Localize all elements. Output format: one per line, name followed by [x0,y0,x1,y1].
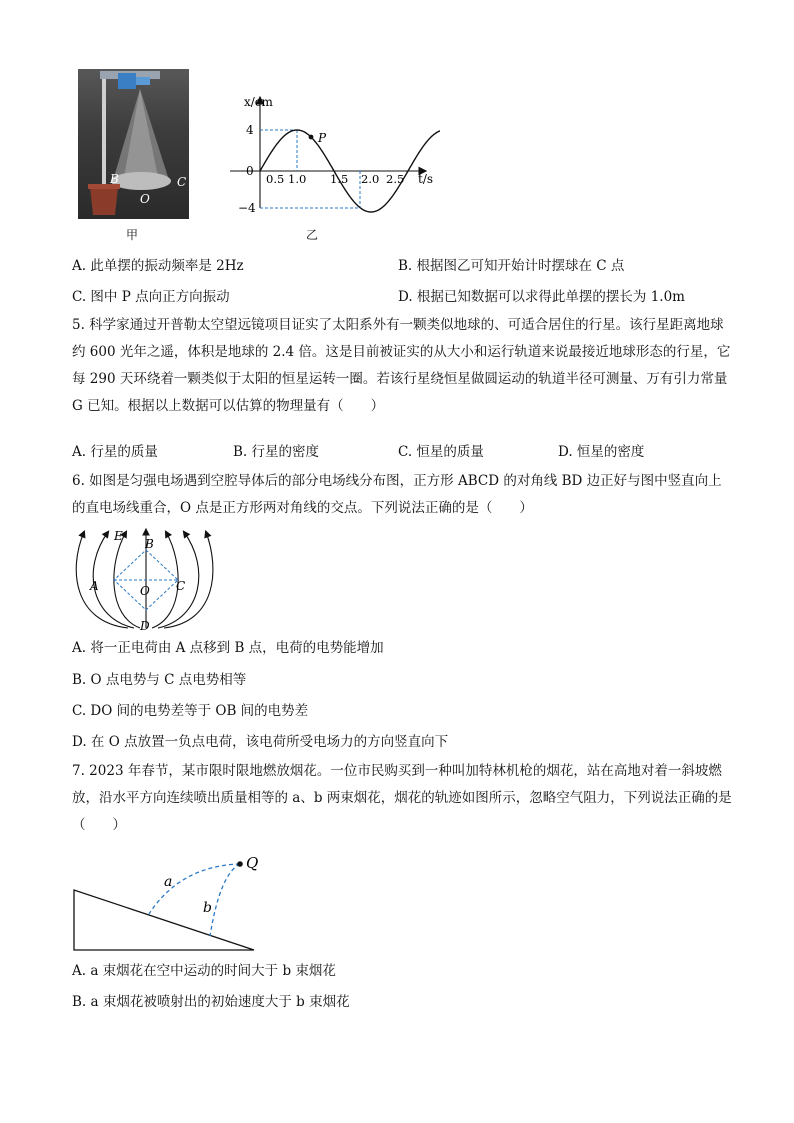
figure-caption-yi: 乙 [306,228,319,242]
trajectory-b [210,864,240,936]
q5-option-b[interactable]: B. 行星的密度 [233,444,320,460]
photo-label-o: O [140,192,150,206]
q7-option-b[interactable]: B. a 束烟花被喷射出的初始速度大于 b 束烟花 [72,994,350,1010]
label-b-trajectory: b [203,900,212,916]
label-a: A [90,579,99,593]
label-c: C [176,579,186,593]
trajectory-a [149,864,240,914]
q5-stem: 5. 科学家通过开普勒太空望远镜项目证实了太阳系外有一颗类似地球的、可适合居住的行星。该行星距离地球约 600 光年之遥，体积是地球的 2.4 倍。这是目前被证实的从大小和运行轨道来说最接近地球形态的行星，它每 290 天环绕着一颗类似于太阳的恒星运转一圈。若该行星绕恒星做圆运动的轨道半径可测量、万有引力常量 G 已知。根据以上数据可以估算的物理量有（ ） [72,317,731,414]
point-p [309,135,314,140]
q5-option-a[interactable]: A. 行星的质量 [72,444,158,460]
q6-option-b[interactable]: B. O 点电势与 C 点电势相等 [72,672,247,688]
electric-field-figure [68,524,218,636]
q4-option-d[interactable]: D. 根据已知数据可以求得此单摆的摆长为 1.0m [398,289,685,305]
label-e: E [114,529,123,543]
q5-option-c[interactable]: C. 恒星的质量 [398,444,484,460]
pendulum-photo [78,69,189,219]
q4-option-c[interactable]: C. 图中 P 点向正方向振动 [72,289,230,305]
y-tick-4: 4 [246,123,254,137]
label-d: D [140,619,150,633]
y-tick-neg4: −4 [238,201,256,215]
y-axis-label: x/cm [244,95,273,109]
y-tick-0: 0 [246,164,254,178]
slope-triangle [74,890,254,950]
x-tick-1-0: 1.0 [288,172,307,186]
q7-stem: 7. 2023 年春节，某市限时限地燃放烟花。一位市民购买到一种叫加特林机枪的烟花，站在高地对着一斜坡燃放，沿水平方向连续喷出质量相等的 a、b 两束烟花，烟花的轨迹如图所示，忽略空气阻力，下列说法正确的是（ ） [72,763,732,833]
x-axis-label: t/s [418,172,434,186]
q4-option-a[interactable]: A. 此单摆的振动频率是 2Hz [72,258,244,274]
label-q: Q [246,854,259,872]
q6-stem: 6. 如图是匀强电场遇到空腔导体后的部分电场线分布图，正方形 ABCD 的对角线 BD 边正好与图中竖直向上的直电场线重合，O 点是正方形两对角线的交点。下列说法正确的是（ ） [72,473,722,516]
label-o: O [140,584,150,598]
q7-option-a[interactable]: A. a 束烟花在空中运动的时间大于 b 束烟花 [72,963,336,979]
photo-label-b: B [110,172,119,186]
label-a-trajectory: a [164,874,173,890]
x-tick-1-5: 1.5 [330,172,349,186]
point-q [237,861,243,867]
q6-option-c[interactable]: C. DO 间的电势差等于 OB 间的电势差 [72,703,309,719]
point-p-label: P [318,131,327,145]
q6-option-d[interactable]: D. 在 O 点放置一负点电荷，该电荷所受电场力的方向竖直向下 [72,734,449,750]
sine-graph [220,92,440,222]
figure-caption-jia: 甲 [126,228,139,242]
label-b: B [145,537,154,551]
q5-option-d[interactable]: D. 恒星的密度 [558,444,645,460]
q6-option-a[interactable]: A. 将一正电荷由 A 点移到 B 点，电荷的电势能增加 [72,640,384,656]
x-tick-2-5: 2.5 [386,172,405,186]
slope-figure [70,846,270,954]
photo-label-c: C [177,175,187,189]
pendulum-photo-drawing [78,69,189,219]
q4-option-b[interactable]: B. 根据图乙可知开始计时摆球在 C 点 [398,258,625,274]
x-tick-0-5: 0.5 [266,172,285,186]
x-tick-2-0: 2.0 [361,172,380,186]
